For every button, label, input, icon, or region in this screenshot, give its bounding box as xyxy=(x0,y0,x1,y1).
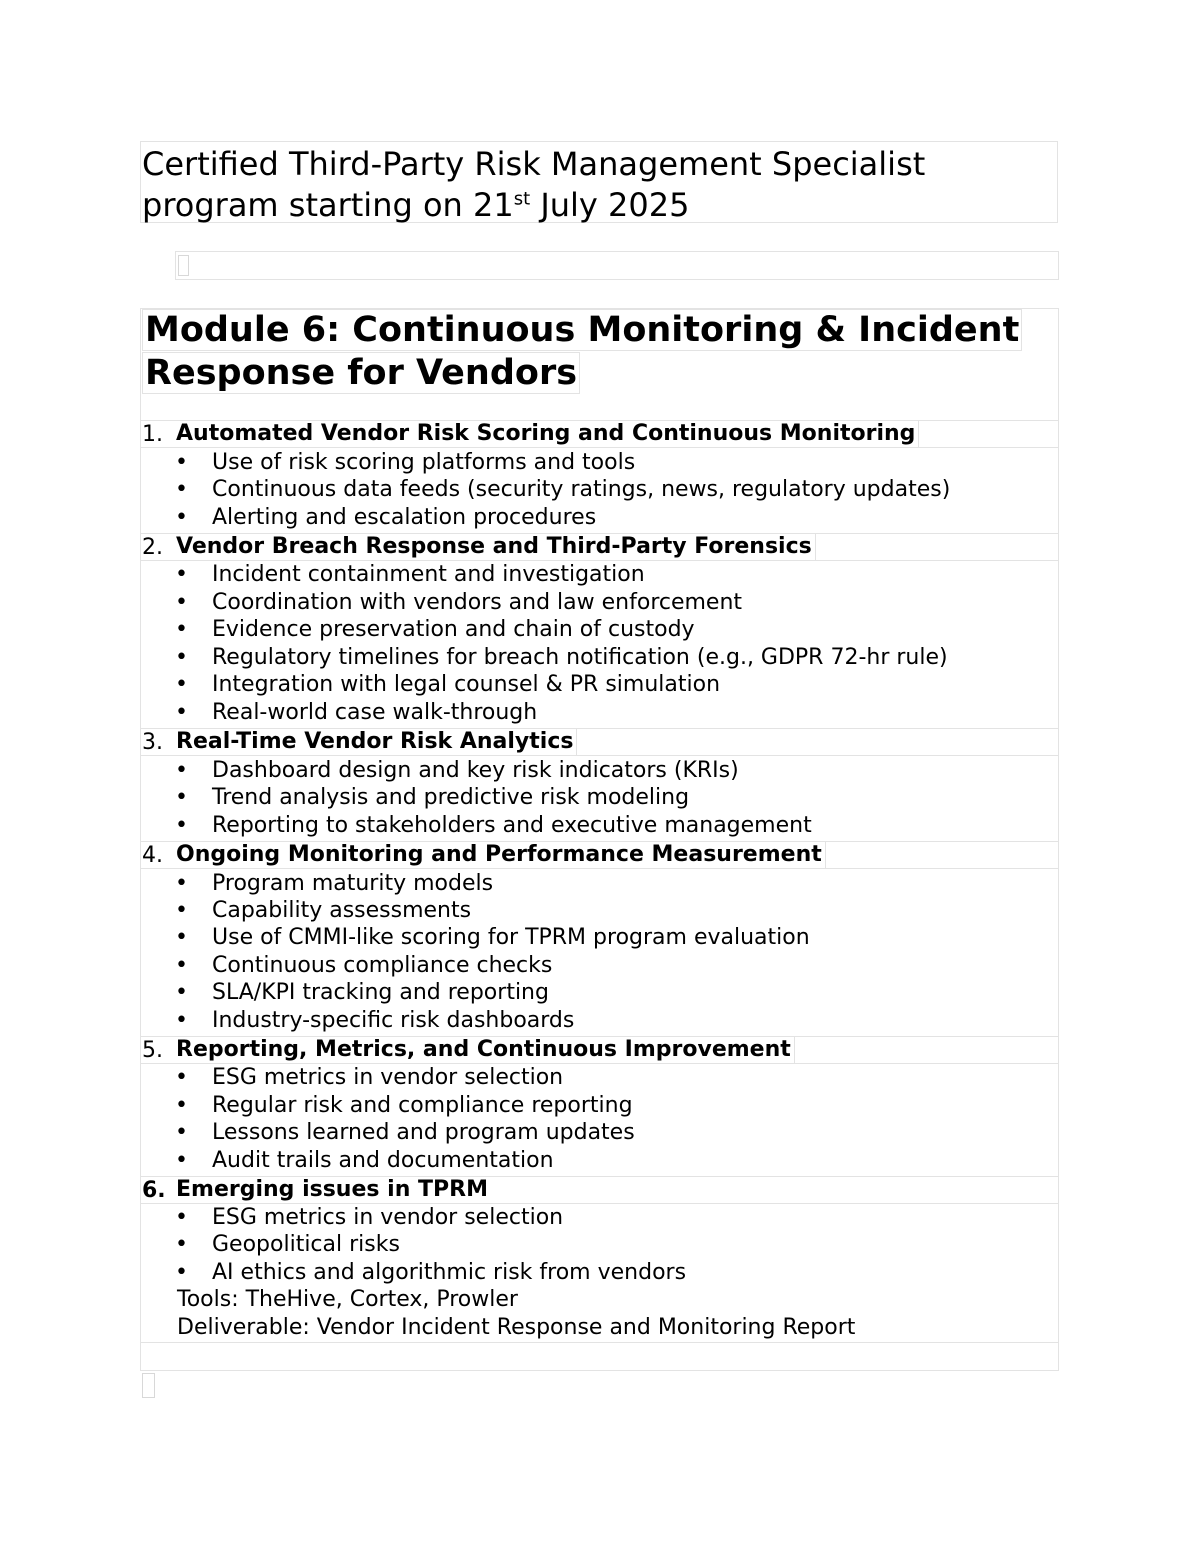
deliverable-line: Deliverable: Vendor Incident Response and Monitoring Report xyxy=(177,1315,856,1340)
module-heading-line-1: Module 6: Continuous Monitoring & Incident xyxy=(142,309,1022,351)
bullet-icon: • xyxy=(175,672,188,697)
bullet-icon: • xyxy=(175,953,188,978)
bullet-icon: • xyxy=(175,1120,188,1145)
section-number: 3. xyxy=(142,730,163,755)
bullet-icon: • xyxy=(175,700,188,725)
bullet-icon: • xyxy=(175,1232,188,1257)
section-number: 5. xyxy=(142,1038,163,1063)
section-title: Automated Vendor Risk Scoring and Continuous Monitoring xyxy=(176,421,919,447)
bullet-icon: • xyxy=(175,758,188,783)
document-page: Certified Third-Party Risk Management Specialist program starting on 21st July 2025 Module 6: Continuous Monitoring & Incident Response for Vendors 1. Automated Vendor Risk Scoring and Continuous Monitoring • Use of risk scoring platforms and tools • Continuous data feeds (security ratings, news, regulatory updates) • Alerting and escalation procedures 2. Vendor Breach Response and Third-Party Forensics • Incident containment and investigation • Coordination with vendors and law enforcement • Evidence preservation and chain of custody • Regulatory timelines for breach notification (e.g., GDPR 72-hr rule) • Integration with legal counsel & PR simulation • Real-world case walk-through 3. Real-Time Vendor Risk Analytics • Dashboard design and key risk indicators (KRIs) • Trend analysis and predictive risk modeling • Reporting to stakeholders and executive management 4. Ongoing Monitoring and Performance Measurement • Program maturity models • Capability assessments • Use of CMMI-like scoring for TPRM program evaluation • Continuous compliance checks • SLA/KPI tracking and reporting • Industry-specific risk dashboards 5. Reporting, Metrics, and Continuous Improvement • ESG metrics in vendor selection • Regular risk and compliance reporting • Lessons learned and program updates • Audit trails and documentation 6. Emerging issues in TPRM • ESG metrics in vendor selection • Geopolitical risks • AI ethics and algorithmic risk from vendors Tools: TheHive, Cortex, Prowler Deliverable: Vendor Incident Response and Monitoring Report xyxy=(0,0,1200,1553)
section-heading-4 xyxy=(140,841,1059,869)
bullet-icon: • xyxy=(175,871,188,896)
tools-line: Tools: TheHive, Cortex, Prowler xyxy=(177,1287,518,1312)
bullet-icon: • xyxy=(175,925,188,950)
section-title: Vendor Breach Response and Third-Party Forensics xyxy=(176,534,816,560)
title-line-1: Certified Third-Party Risk Management Specialist xyxy=(142,145,926,183)
section-title: Real-Time Vendor Risk Analytics xyxy=(176,729,577,755)
bullet-icon: • xyxy=(175,1148,188,1173)
section-title: Emerging issues in TPRM xyxy=(176,1177,488,1202)
section-number: 2. xyxy=(142,535,163,560)
bullet-icon: • xyxy=(175,645,188,670)
module-heading-line-2: Response for Vendors xyxy=(142,352,580,394)
section-heading-6 xyxy=(140,1176,1059,1204)
bullet-icon: • xyxy=(175,1260,188,1285)
title-line-2-text: program starting on 21 xyxy=(142,186,514,224)
bullet-icon: • xyxy=(175,898,188,923)
title-line-2-date: July 2025 xyxy=(530,186,690,224)
empty-paragraph-row xyxy=(140,1342,1059,1371)
section-heading-3 xyxy=(140,728,1059,756)
bullet-icon: • xyxy=(175,617,188,642)
bullet-icon: • xyxy=(175,1008,188,1033)
section-number: 4. xyxy=(142,843,163,868)
bullet-icon: • xyxy=(175,980,188,1005)
bullet-icon: • xyxy=(175,1093,188,1118)
bullet-icon: • xyxy=(175,505,188,530)
section-heading-1 xyxy=(140,420,1059,448)
bullet-icon: • xyxy=(175,1065,188,1090)
ordinal-suffix: st xyxy=(513,188,531,210)
bullet-icon: • xyxy=(175,590,188,615)
bullet-icon: • xyxy=(175,450,188,475)
bullet-icon: • xyxy=(175,785,188,810)
empty-paragraph-marker xyxy=(178,255,189,276)
bullet-icon: • xyxy=(175,1205,188,1230)
section-number: 6. xyxy=(142,1178,166,1203)
section-title: Ongoing Monitoring and Performance Measurement xyxy=(176,842,826,868)
title-line-2 xyxy=(142,185,689,225)
bullet-icon: • xyxy=(175,813,188,838)
section-number: 1. xyxy=(142,422,163,447)
bullet-icon: • xyxy=(175,477,188,502)
title-block xyxy=(140,141,1058,223)
section-title: Reporting, Metrics, and Continuous Improvement xyxy=(176,1037,795,1063)
section-heading-2 xyxy=(140,533,1059,561)
bullet-icon: • xyxy=(175,562,188,587)
empty-paragraph-box xyxy=(175,251,1059,280)
end-paragraph-marker xyxy=(142,1373,155,1398)
section-heading-5 xyxy=(140,1036,1059,1064)
